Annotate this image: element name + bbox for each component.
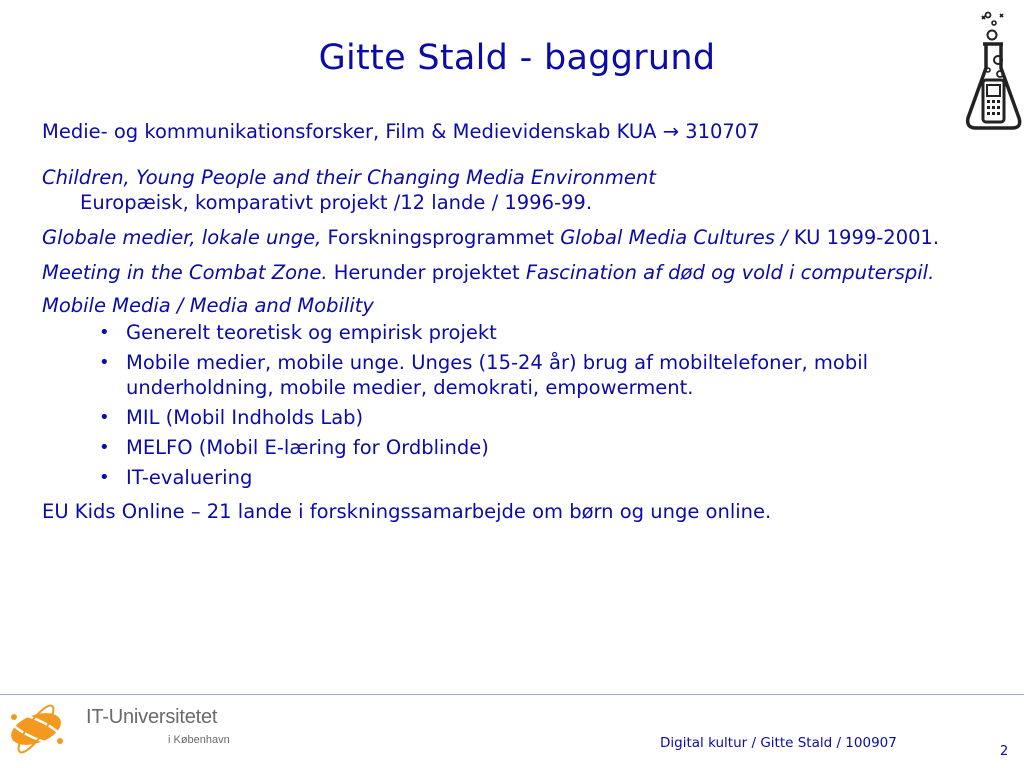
list-item-text: IT-evaluering: [126, 466, 253, 489]
paragraph-eu-kids-online: EU Kids Online – 21 lande i forskningssamarbejde om børn og unge online.: [42, 500, 772, 523]
list-item: [42, 350, 992, 400]
project-3-subproject: Fascination af død og vold i computerspil.: [525, 261, 935, 284]
project-2-program: Global Media Cultures /: [560, 226, 788, 249]
paragraph-project-2: [42, 225, 992, 250]
slide-title: Gitte Stald - baggrund: [318, 38, 716, 78]
paragraph-affiliation: Medie- og kommunikationsforsker, Film & Medievidenskab KUA → 310707: [42, 120, 760, 143]
bullet-icon: •: [99, 437, 110, 458]
project-1-title: Children, Young People and their Changing Media Environment: [42, 166, 656, 189]
paragraph-project-4-title: [42, 293, 992, 318]
project-4-bullet-list: [42, 320, 992, 490]
list-item: [42, 405, 992, 430]
org-subtitle: i København: [168, 734, 230, 746]
project-1-description: Europæisk, komparativt projekt /12 lande / 1996-99.: [80, 191, 593, 214]
footer-divider: [0, 694, 1024, 695]
list-item: [42, 320, 992, 345]
flask-phone-icon: [962, 2, 1024, 134]
project-4-title: Mobile Media / Media and Mobility: [42, 294, 374, 317]
project-2-title: Globale medier, lokale unge,: [42, 226, 322, 249]
list-item-text: Generelt teoretisk og empirisk projekt: [126, 321, 497, 344]
list-item: [42, 465, 992, 490]
bullet-icon: •: [99, 322, 110, 343]
page-number: 2: [1000, 744, 1009, 759]
slide-body: [42, 119, 992, 524]
project-3-text: Herunder projektet: [327, 261, 526, 284]
itu-logo-icon: [2, 700, 72, 756]
project-2-tail: KU 1999-2001.: [787, 226, 940, 249]
project-3-title: Meeting in the Combat Zone.: [42, 261, 328, 284]
bullet-icon: •: [99, 407, 110, 428]
paragraph-project-1-title: [42, 165, 992, 190]
project-2-text: Forskningsprogrammet: [321, 226, 561, 249]
list-item-text: MELFO (Mobil E-læring for Ordblinde): [126, 436, 489, 459]
list-item-text: Mobile medier, mobile unge. Unges (15-24 år) brug af mobiltelefoner, mobil underholdning, mobile medier, demokrati, empowerment.: [126, 351, 869, 399]
bullet-icon: •: [99, 467, 110, 488]
list-item: [42, 435, 992, 460]
paragraph-project-3: [42, 260, 992, 285]
list-item-text: MIL (Mobil Indholds Lab): [126, 406, 364, 429]
footer-caption: Digital kultur / Gitte Stald / 100907: [660, 735, 897, 751]
org-name: IT-Universitetet: [86, 706, 218, 728]
bullet-icon: •: [99, 352, 110, 373]
